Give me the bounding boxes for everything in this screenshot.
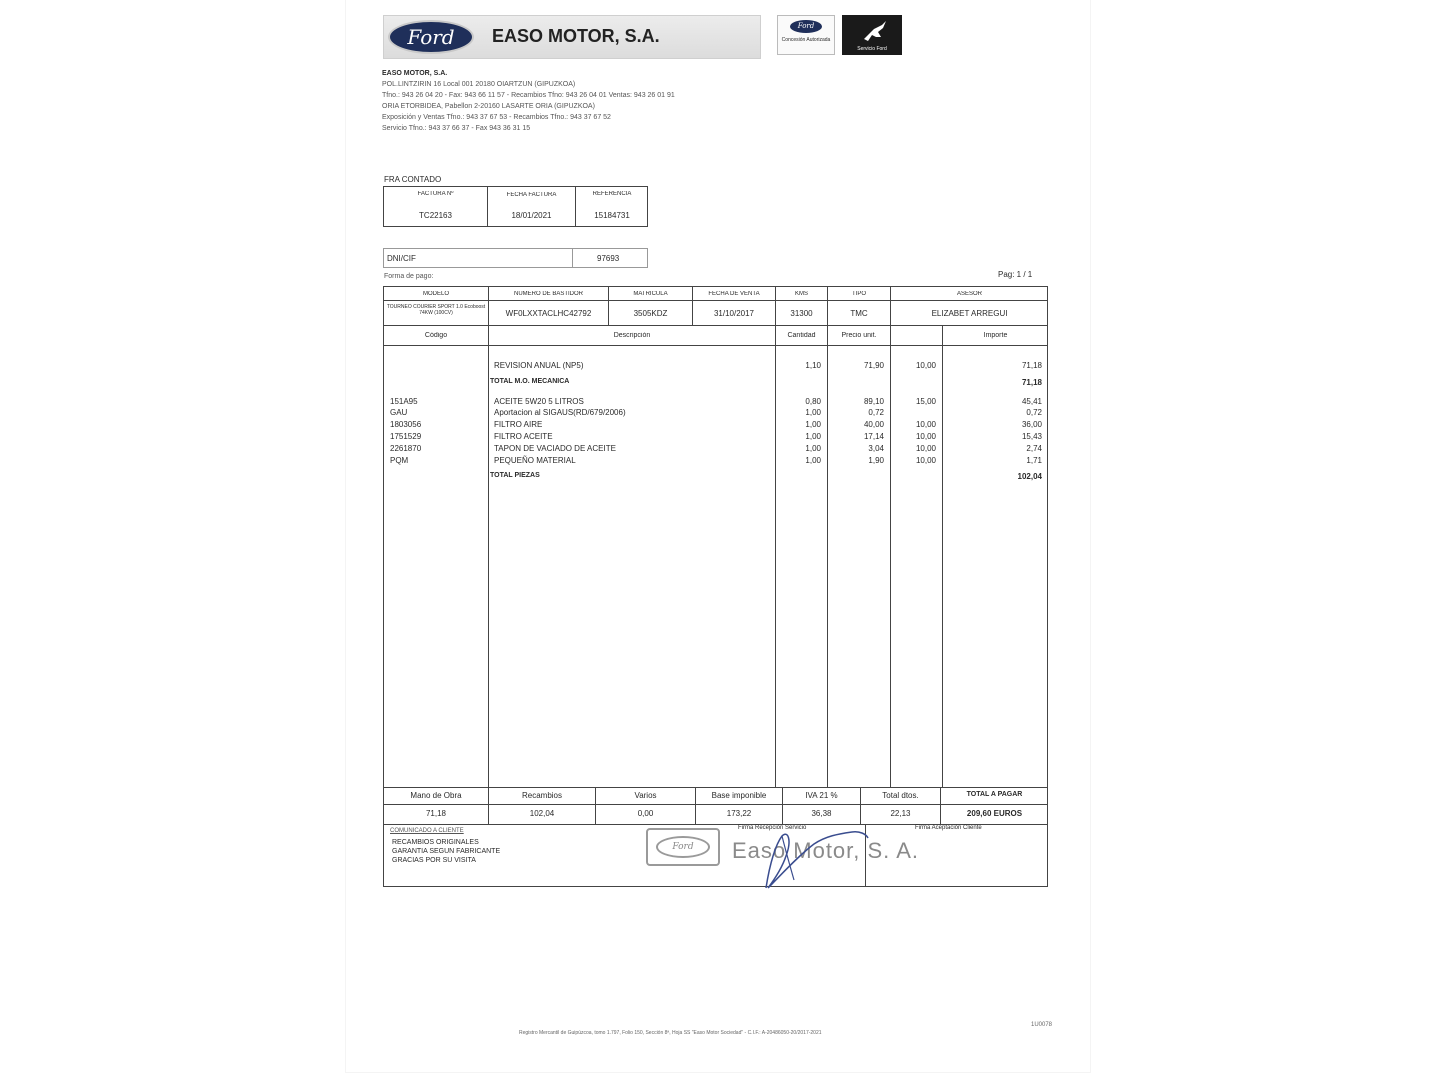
company-phones-3: Servicio Tfno.: 943 37 66 37 - Fax 943 36 31 15 — [382, 125, 531, 132]
vehicle-kms: 31300 — [790, 309, 813, 318]
part-2-precio: 40,00 — [863, 420, 884, 429]
ford-logo: Ford — [388, 20, 474, 54]
service-badge-caption: Servicio Ford — [857, 46, 887, 52]
labour-total: 71,18 — [1021, 378, 1042, 387]
footer-note-2: GARANTIA SEGUN FABRICANTE — [392, 848, 501, 855]
company-stamp — [646, 828, 720, 866]
fecha-value: 18/01/2021 — [511, 211, 552, 220]
registry-text: Registro Mercantil de Guipúzcoa, tomo 1.797, Folio 150, Sección 8ª, Hoja SS "Easo Motor Sociedad" - C.I.F.: A-20486050-20/2017-2021 — [519, 1030, 822, 1036]
stamp-company-name: Easo Motor, S. A. — [732, 838, 919, 863]
company-phones-2: Exposición y Ventas Tfno.: 943 37 67 53 - Recambios Tfno.: 943 37 67 52 — [382, 114, 611, 121]
part-5-codigo: PQM — [390, 456, 409, 465]
vehicle-header-matricula: MATRICULA — [633, 291, 668, 297]
totals-dtos: 22,13 — [890, 809, 911, 818]
vehicle-bastidor: WF0LXXTACLHC42792 — [505, 309, 592, 318]
part-0-codigo: 151A95 — [390, 397, 418, 406]
forma-pago-label: Forma de pago: — [384, 273, 434, 280]
lines-header-importe: Importe — [983, 332, 1008, 339]
part-3-codigo: 1751529 — [390, 432, 422, 441]
totals-iva: 36,38 — [811, 809, 832, 818]
totals-recambios: 102,04 — [529, 809, 555, 818]
dni-label: DNI/CIF — [387, 254, 416, 263]
part-1-codigo: GAU — [390, 408, 408, 417]
part-2-codigo: 1803056 — [390, 420, 422, 429]
vehicle-header-tipo: TIPO — [851, 291, 866, 297]
part-0-descripcion: ACEITE 5W20 5 LITROS — [494, 397, 584, 406]
part-5-descripcion: PEQUEÑO MATERIAL — [494, 456, 576, 465]
corner-code: 1U0078 — [1031, 1022, 1053, 1028]
part-3-descripcion: FILTRO ACEITE — [494, 432, 553, 441]
vehicle-modelo: TOURNEO COURIER SPORT 1.0 Ecoboost 74KW (100CV) — [386, 304, 486, 316]
referencia-label: REFERENCIA — [592, 191, 632, 197]
labour-total-label: TOTAL M.O. MECANICA — [490, 378, 570, 385]
totals-header-mano-obra: Mano de Obra — [410, 791, 462, 800]
part-4-codigo: 2261870 — [390, 444, 422, 453]
company-address-2: ORIA ETORBIDEA, Pabellon 2-20160 LASARTE ORIA (GIPUZKOA) — [382, 103, 595, 110]
vehicle-header-asesor: ASESOR — [956, 291, 982, 297]
part-4-cantidad: 1,00 — [805, 444, 821, 453]
service-badge — [842, 15, 902, 55]
firma-servicio-label: Firma Recepción Servicio — [738, 825, 807, 831]
part-2-dto: 10,00 — [915, 420, 936, 429]
company-title: EASO MOTOR, S.A. — [492, 26, 660, 46]
part-1-cantidad: 1,00 — [805, 408, 821, 417]
labour-cantidad: 1,10 — [805, 361, 821, 370]
labour-importe: 71,18 — [1021, 361, 1042, 370]
lines-header-codigo: Código — [424, 332, 448, 339]
fecha-label: FECHA FACTURA — [506, 192, 557, 198]
vehicle-header-bastidor: NUMERO DE BASTIDOR — [513, 291, 583, 297]
referencia-value: 15184731 — [594, 211, 630, 220]
vehicle-fecha-venta: 31/10/2017 — [713, 309, 755, 318]
part-4-importe: 2,74 — [1026, 444, 1042, 453]
totals-header-base: Base imponible — [711, 791, 767, 800]
badge-ford-logo: Ford — [790, 20, 822, 33]
lines-header-descripcion: Descripción — [613, 332, 651, 339]
vehicle-header-kms: KMS — [794, 291, 808, 297]
labour-dto: 10,00 — [915, 361, 936, 370]
part-1-descripcion: Aportacion al SIGAUS(RD/679/2006) — [494, 408, 626, 417]
part-0-precio: 89,10 — [863, 397, 884, 406]
company-phones-1: Tfno.: 943 26 04 20 - Fax: 943 66 11 57 - Recambios Tfno: 943 26 04 01 Ventas: 943 26 01 91 — [382, 92, 675, 99]
concession-badge — [777, 15, 835, 55]
totals-base: 173,22 — [726, 809, 752, 818]
footer-note-1: RECAMBIOS ORIGINALES — [392, 839, 479, 846]
part-3-precio: 17,14 — [863, 432, 884, 441]
labour-description: REVISION ANUAL (NP5) — [494, 361, 584, 370]
totals-header-dtos: Total dtos. — [882, 791, 919, 800]
page-number: Pag: 1 / 1 — [998, 270, 1033, 279]
totals-varios: 0,00 — [637, 809, 654, 818]
labour-precio: 71,90 — [863, 361, 884, 370]
vehicle-header-modelo: MODELO — [422, 291, 449, 297]
part-4-descripcion: TAPON DE VACIADO DE ACEITE — [494, 444, 616, 453]
part-5-importe: 1,71 — [1026, 456, 1042, 465]
part-0-dto: 15,00 — [915, 397, 936, 406]
part-5-dto: 10,00 — [915, 456, 936, 465]
part-2-descripcion: FILTRO AIRE — [494, 420, 543, 429]
part-1-precio: 0,72 — [868, 408, 884, 417]
comunicado-label: COMUNICADO A CLIENTE — [390, 828, 464, 834]
vehicle-matricula: 3505KDZ — [633, 309, 668, 318]
part-3-dto: 10,00 — [915, 432, 936, 441]
company-name: EASO MOTOR, S.A. — [382, 70, 448, 77]
vehicle-asesor: ELIZABET ARREGUI — [931, 309, 1008, 318]
part-0-cantidad: 0,80 — [805, 397, 821, 406]
parts-total-label: TOTAL PIEZAS — [490, 472, 540, 479]
stamp-ford-logo: Ford — [656, 836, 710, 858]
lines-header-cantidad: Cantidad — [787, 332, 816, 339]
totals-header-iva: IVA 21 % — [805, 791, 838, 800]
parts-total: 102,04 — [1017, 472, 1042, 481]
factura-label: FACTURA Nº — [417, 191, 454, 197]
part-4-precio: 3,04 — [868, 444, 884, 453]
dni-value: 97693 — [597, 254, 620, 263]
totals-total-pagar: 209,60 EUROS — [966, 809, 1023, 818]
part-3-cantidad: 1,00 — [805, 432, 821, 441]
totals-header-recambios: Recambios — [521, 791, 562, 800]
signature-icon — [752, 822, 872, 892]
totals-header-varios: Varios — [634, 791, 657, 800]
part-2-importe: 36,00 — [1021, 420, 1042, 429]
factura-value: TC22163 — [419, 211, 452, 220]
vehicle-tipo: TMC — [850, 309, 868, 318]
part-2-cantidad: 1,00 — [805, 420, 821, 429]
company-address-1: POL.LINTZIRIN 16 Local 001 20180 OIARTZUN (GIPUZKOA) — [382, 81, 576, 88]
badge-caption: Concesión Autorizada — [781, 37, 831, 43]
totals-header-total: TOTAL A PAGAR — [966, 791, 1023, 798]
part-3-importe: 15,43 — [1021, 432, 1042, 441]
part-1-importe: 0,72 — [1026, 408, 1042, 417]
vehicle-header-fecha-venta: FECHA DE VENTA — [708, 291, 760, 297]
totals-mano-obra: 71,18 — [425, 809, 447, 818]
part-5-cantidad: 1,00 — [805, 456, 821, 465]
firma-cliente-label: Firma Aceptación Cliente — [915, 825, 982, 831]
part-0-importe: 45,41 — [1021, 397, 1042, 406]
part-5-precio: 1,90 — [868, 456, 884, 465]
footer-note-3: GRACIAS POR SU VISITA — [392, 857, 476, 864]
part-4-dto: 10,00 — [915, 444, 936, 453]
lines-header-precio: Precio unit. — [841, 332, 877, 339]
invoice-type: FRA CONTADO — [384, 175, 442, 184]
